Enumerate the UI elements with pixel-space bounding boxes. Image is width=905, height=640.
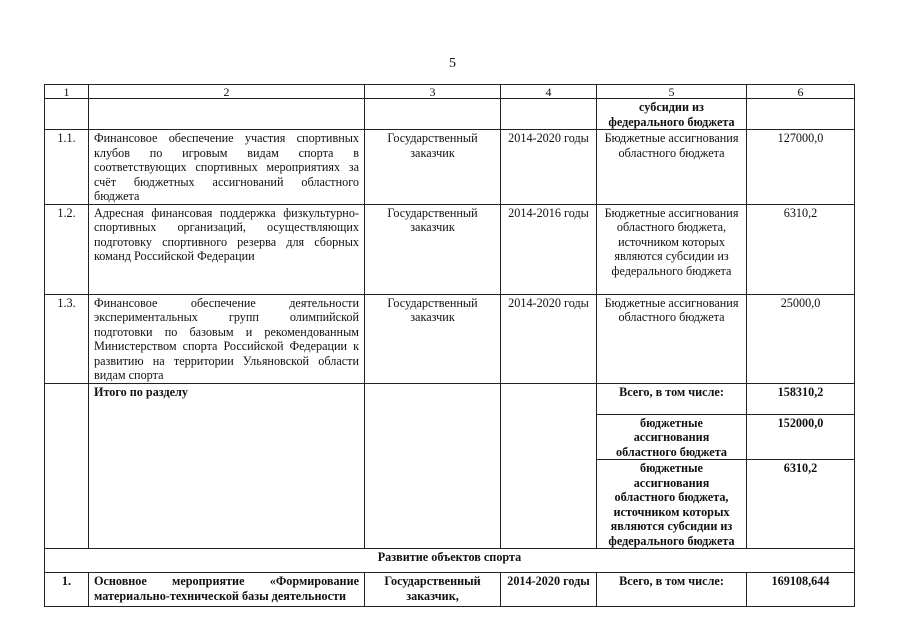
section-heading-row bbox=[45, 549, 855, 573]
source-cell: Бюджетные ассигнования областного бюджета, источником которых являются субсидии из федерального бюджета bbox=[597, 204, 747, 294]
source-cell: Бюджетные ассигнования областного бюджета bbox=[597, 130, 747, 205]
row-number: 1.3. bbox=[45, 294, 89, 383]
period-cell: 2014-2016 годы bbox=[501, 204, 597, 294]
row-number: 1.1. bbox=[45, 130, 89, 205]
table-row bbox=[45, 573, 855, 607]
row-number: 1.2. bbox=[45, 204, 89, 294]
column-number: 4 bbox=[501, 85, 597, 99]
activity-description: Основное мероприятие «Формирование материально-технической базы деятельности bbox=[89, 573, 365, 607]
executor-cell: Государственный заказчик bbox=[365, 130, 501, 205]
activity-description: Финансовое обеспечение деятельности экспериментальных групп олимпийской подготовки по базовым и рекомендованным Министерством спорта Российской Федерации к развитию на территории Ульяновской области видам спорта bbox=[89, 294, 365, 383]
column-number: 2 bbox=[89, 85, 365, 99]
activity-description: Финансовое обеспечение участия спортивных клубов по игровым видам спорта в соответствующих спортивных мероприятиях за счёт бюджетных ассигнований областного бюджета bbox=[89, 130, 365, 205]
table-row bbox=[45, 130, 855, 205]
executor-cell: Государственный заказчик, bbox=[365, 573, 501, 607]
executor-cell: Государственный заказчик bbox=[365, 294, 501, 383]
continued-row bbox=[45, 99, 855, 130]
section-total-label: Итого по разделу bbox=[89, 383, 365, 549]
source-cell: субсидии из федерального бюджета bbox=[597, 99, 747, 130]
amount-cell: 25000,0 bbox=[747, 294, 855, 383]
total-source-cell: бюджетные ассигнования областного бюджета bbox=[597, 414, 747, 460]
section-total-row bbox=[45, 383, 855, 414]
period-cell: 2014-2020 годы bbox=[501, 573, 597, 607]
column-number: 3 bbox=[365, 85, 501, 99]
table-row bbox=[45, 204, 855, 294]
column-number: 5 bbox=[597, 85, 747, 99]
page-number: 5 bbox=[449, 56, 456, 71]
activity-description: Адресная финансовая поддержка физкультурно-спортивных организаций, осуществляющих подготовку спортивного резерва для сборных команд Российской Федерации bbox=[89, 204, 365, 294]
section-heading: Развитие объектов спорта bbox=[45, 549, 855, 573]
executor-cell: Государственный заказчик bbox=[365, 204, 501, 294]
column-number: 6 bbox=[747, 85, 855, 99]
total-amount-cell: 6310,2 bbox=[747, 460, 855, 549]
column-number-row bbox=[45, 85, 855, 99]
table-row bbox=[45, 294, 855, 383]
total-source-cell: Всего, в том числе: bbox=[597, 383, 747, 414]
period-cell: 2014-2020 годы bbox=[501, 294, 597, 383]
total-source-cell: бюджетные ассигнования областного бюджета, источником которых являются субсидии из федерального бюджета bbox=[597, 460, 747, 549]
amount-cell: 127000,0 bbox=[747, 130, 855, 205]
row-number: 1. bbox=[45, 573, 89, 607]
period-cell: 2014-2020 годы bbox=[501, 130, 597, 205]
source-cell: Всего, в том числе: bbox=[597, 573, 747, 607]
program-table bbox=[44, 84, 855, 607]
amount-cell: 169108,644 bbox=[747, 573, 855, 607]
source-cell: Бюджетные ассигнования областного бюджета bbox=[597, 294, 747, 383]
total-amount-cell: 152000,0 bbox=[747, 414, 855, 460]
total-amount-cell: 158310,2 bbox=[747, 383, 855, 414]
column-number: 1 bbox=[45, 85, 89, 99]
amount-cell: 6310,2 bbox=[747, 204, 855, 294]
